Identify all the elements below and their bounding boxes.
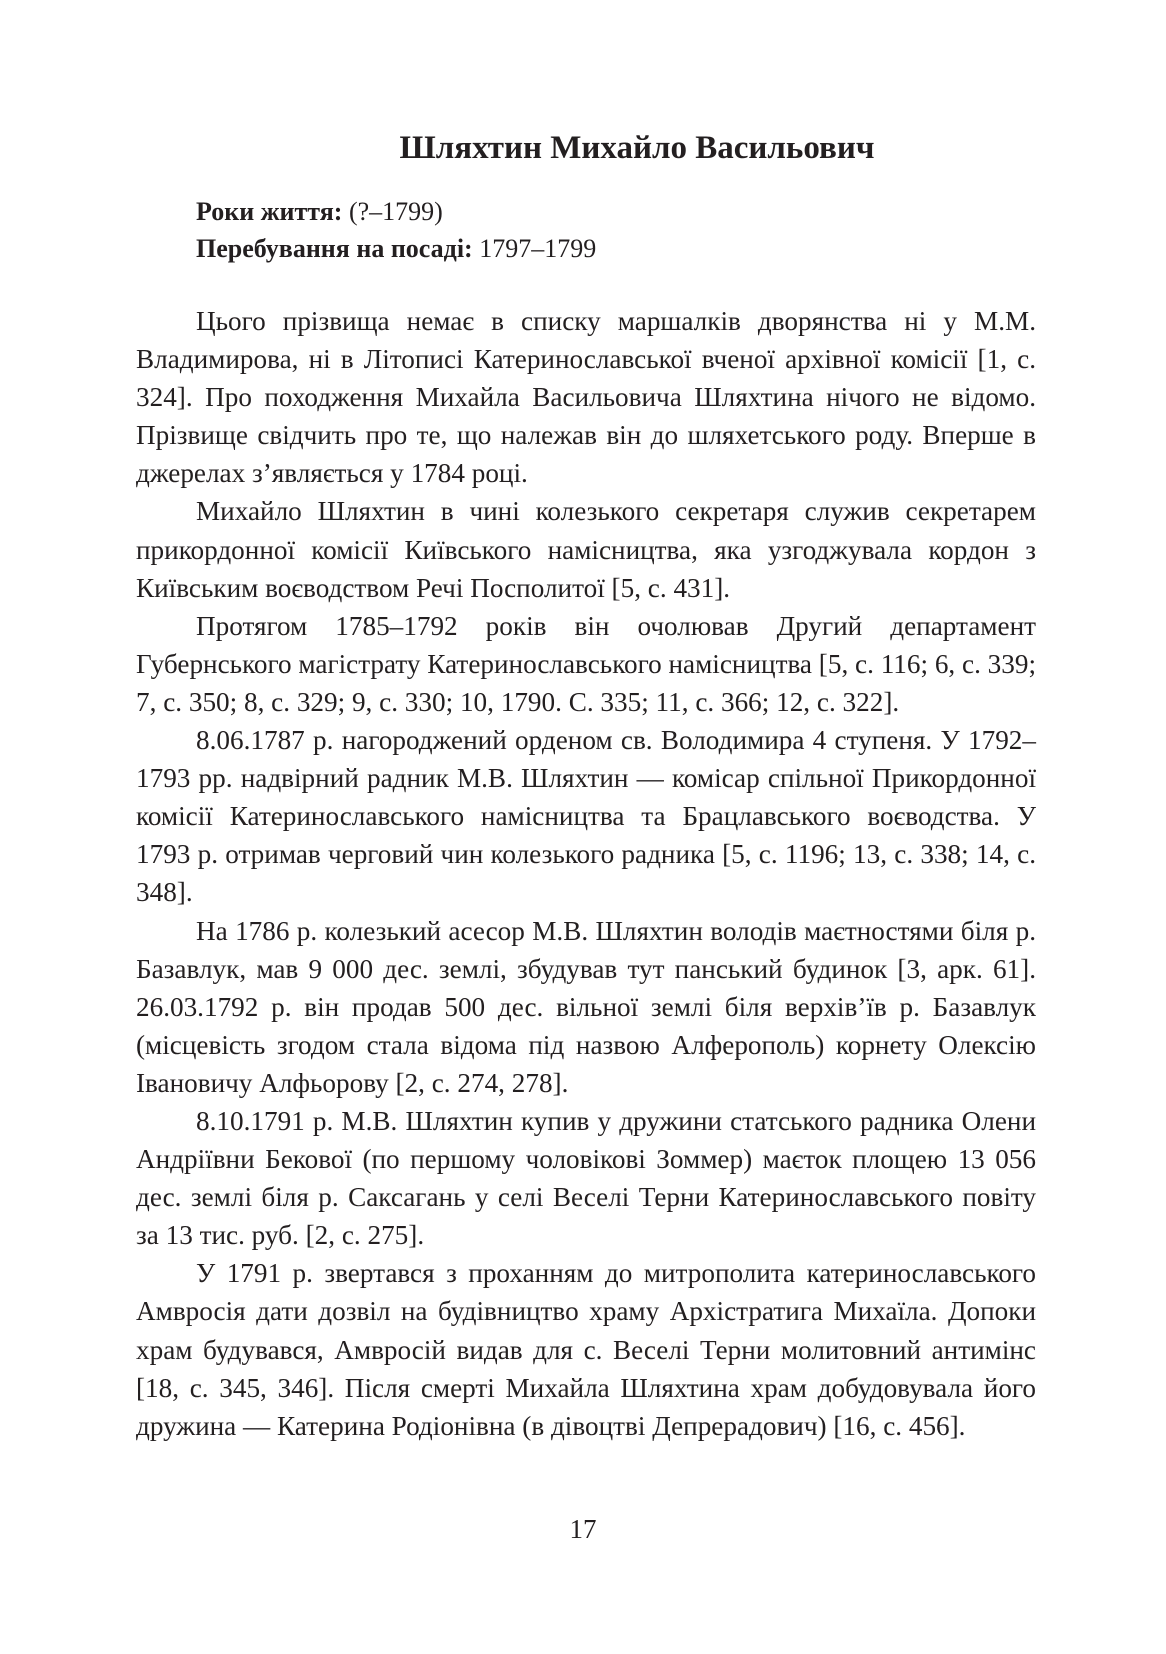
years-of-life-line [196,193,596,230]
term-of-office-value: 1797–1799 [472,234,597,263]
years-of-life-label: Роки життя: [196,197,343,226]
paragraph: На 1786 р. колезький асесор М.В. Шляхтин володів маєтностями біля р. Базавлук, мав 9 000 дес. землі, збудував тут панський будинок [3, арк. 61]. 26.03.1792 р. він продав 500 дес. вільної землі біля верхів’їв р. Базавлук (місцевість згодом стала відома під назвою Алферополь) корнету Олексію Івановичу Алфьорову [2, с. 274, 278]. [136,915,1036,1098]
term-of-office-line [196,230,596,267]
paragraph: Михайло Шляхтин в чині колезького секретаря служив секретарем прикордонної комісії Київського намісництва, яка узгоджувала кордон з Київським воєводством Речі Посполитої [5, с. 431]. [136,496,1036,603]
paragraph: У 1791 р. звертався з проханням до митрополита катеринославського Амвросія дати дозвіл на будівництво храму Архістратига Михаїла. Допоки храм будувався, Амвросій видав для с. Веселі Терни молитовний антимінс [18, с. 345, 346]. Після смерті Михайла Шляхтина храм добудовувала його дружина — Катерина Родіонівна (в дівоцтві Депрерадович) [16, с. 456]. [136,1258,1036,1441]
term-of-office-label: Перебування на посаді: [196,234,473,263]
paragraph: 8.06.1787 р. нагороджений орденом св. Володимира 4 ступеня. У 1792–1793 рр. надвірний радник М.В. Шляхтин — комісар спільної Прикордонної комісії Катеринославського намісництва та Брацлавського воєводства. У 1793 р. отримав черговий чин колезького радника [5, с. 1196; 13, с. 338; 14, с. 348]. [136,725,1036,908]
paragraph: 8.10.1791 р. М.В. Шляхтин купив у дружини статського радника Олени Андріївни Бекової (по першому чоловікові Зоммер) маєток площею 13 056 дес. землі біля р. Саксагань у селі Веселі Терни Катеринославського повіту за 13 тис. руб. [2, с. 275]. [136,1105,1036,1251]
biography-meta [196,193,596,267]
page-number: 17 [569,1514,597,1544]
paragraph: Цього прізвища немає в списку маршалків дворянства ні у М.М. Владимирова, ні в Літописі Катеринославської вченої архівної комісії [1, с. 324]. Про походження Михайла Васильовича Шляхтина нічого не відомо. Прізвище свідчить про те, що належав він до шляхетського роду. Вперше в джерелах з’являється у 1784 році. [136,306,1036,489]
paragraph: Протягом 1785–1792 років він очолював Другий департамент Губернського магістрату Катеринославського намісництва [5, с. 116; 6, с. 339; 7, с. 350; 8, с. 329; 9, с. 330; 10, 1790. С. 335; 11, с. 366; 12, с. 322]. [136,610,1036,717]
years-of-life-value: (?–1799) [342,197,443,226]
body-text [136,302,1036,1445]
page-title: Шляхтин Михайло Васильович [399,130,875,166]
